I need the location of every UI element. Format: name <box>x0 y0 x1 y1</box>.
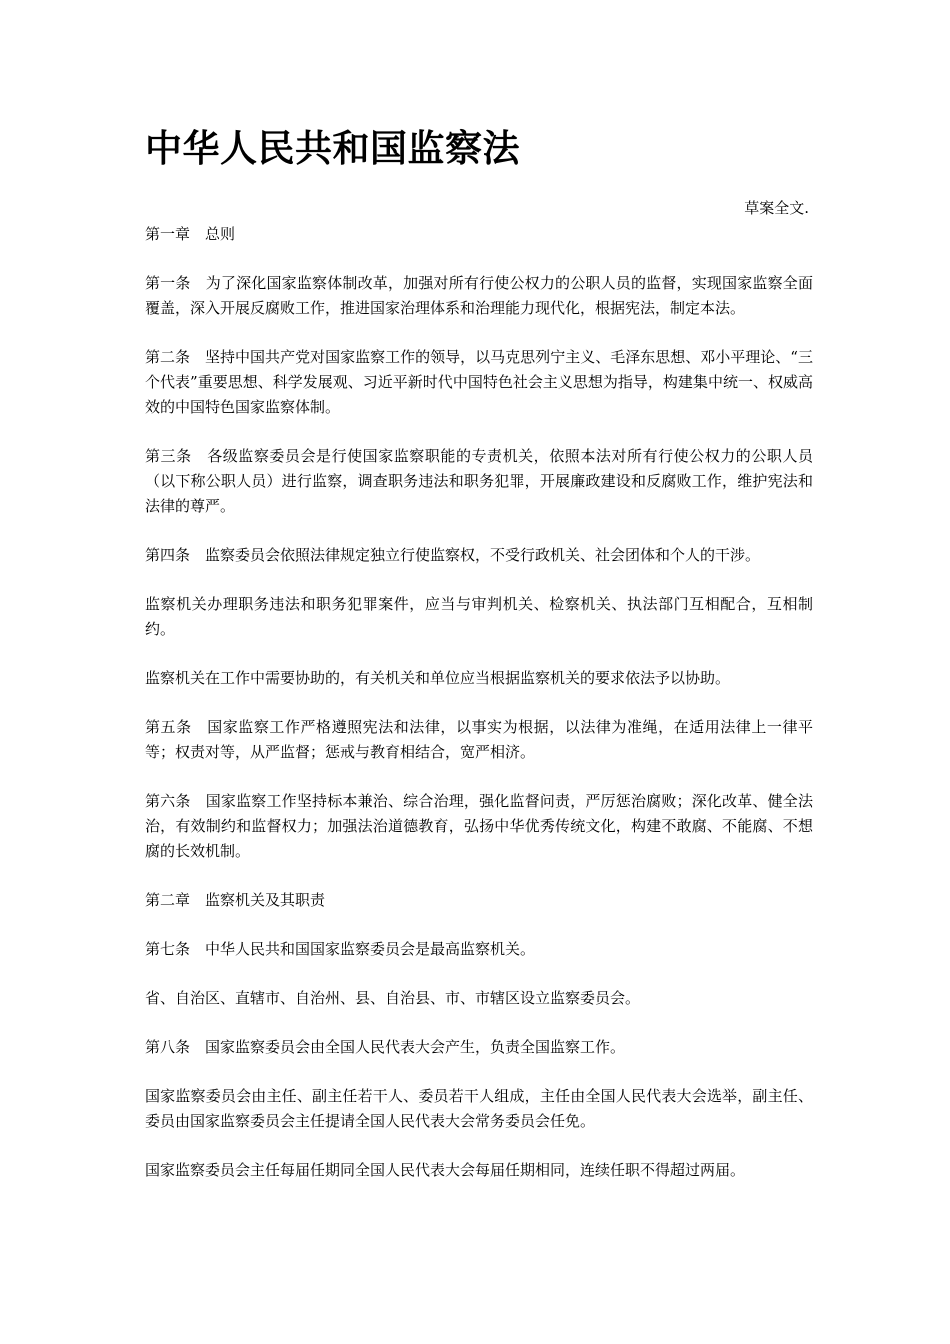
chapter-heading: 第二章 监察机关及其职责 <box>145 891 326 909</box>
article-paragraph: 省、自治区、直辖市、自治州、县、自治县、市、市辖区设立监察委员会。 <box>145 989 641 1007</box>
article-paragraph: 第五条 国家监察工作严格遵照宪法和法律，以事实为根据，以法律为准绳，在适用法律上一律平等；权责对等，从严监督；惩戒与教育相结合，宽严相济。 <box>145 718 813 761</box>
article-paragraph: 监察机关在工作中需要协助的，有关机关和单位应当根据监察机关的要求依法予以协助。 <box>145 669 731 687</box>
article-paragraph: 国家监察委员会主任每届任期同全国人民代表大会每届任期相同，连续任职不得超过两届。 <box>145 1161 746 1179</box>
article-paragraph: 第八条 国家监察委员会由全国人民代表大会产生，负责全国监察工作。 <box>145 1038 626 1056</box>
document-title: 中华人民共和国监察法 <box>145 127 520 170</box>
document-subtitle: 草案全文. <box>744 199 809 217</box>
article-paragraph: 第二条 坚持中国共产党对国家监察工作的领导，以马克思列宁主义、毛泽东思想、邓小平理论、“三个代表”重要思想、科学发展观、习近平新时代中国特色社会主义思想为指导，构建集中统一、权威高效的中国特色国家监察体制。 <box>145 348 813 416</box>
document-body <box>145 222 813 1207</box>
article-paragraph: 第六条 国家监察工作坚持标本兼治、综合治理，强化监督问责，严厉惩治腐败；深化改革、健全法治，有效制约和监督权力；加强法治道德教育，弘扬中华优秀传统文化，构建不敢腐、不能腐、不想腐的长效机制。 <box>145 792 813 860</box>
article-paragraph: 国家监察委员会由主任、副主任若干人、委员若干人组成，主任由全国人民代表大会选举，副主任、委员由国家监察委员会主任提请全国人民代表大会常务委员会任免。 <box>145 1087 813 1130</box>
article-paragraph: 第三条 各级监察委员会是行使国家监察职能的专责机关，依照本法对所有行使公权力的公职人员（以下称公职人员）进行监察，调查职务违法和职务犯罪，开展廉政建设和反腐败工作，维护宪法和法律的尊严。 <box>145 447 813 515</box>
article-paragraph: 监察机关办理职务违法和职务犯罪案件，应当与审判机关、检察机关、执法部门互相配合，互相制约。 <box>145 595 813 638</box>
article-paragraph: 第四条 监察委员会依照法律规定独立行使监察权，不受行政机关、社会团体和个人的干涉。 <box>145 546 761 564</box>
article-paragraph: 第一条 为了深化国家监察体制改革，加强对所有行使公权力的公职人员的监督，实现国家监察全面覆盖，深入开展反腐败工作，推进国家治理体系和治理能力现代化，根据宪法，制定本法。 <box>145 274 813 317</box>
chapter-heading: 第一章 总则 <box>145 225 236 243</box>
article-paragraph: 第七条 中华人民共和国国家监察委员会是最高监察机关。 <box>145 940 536 958</box>
